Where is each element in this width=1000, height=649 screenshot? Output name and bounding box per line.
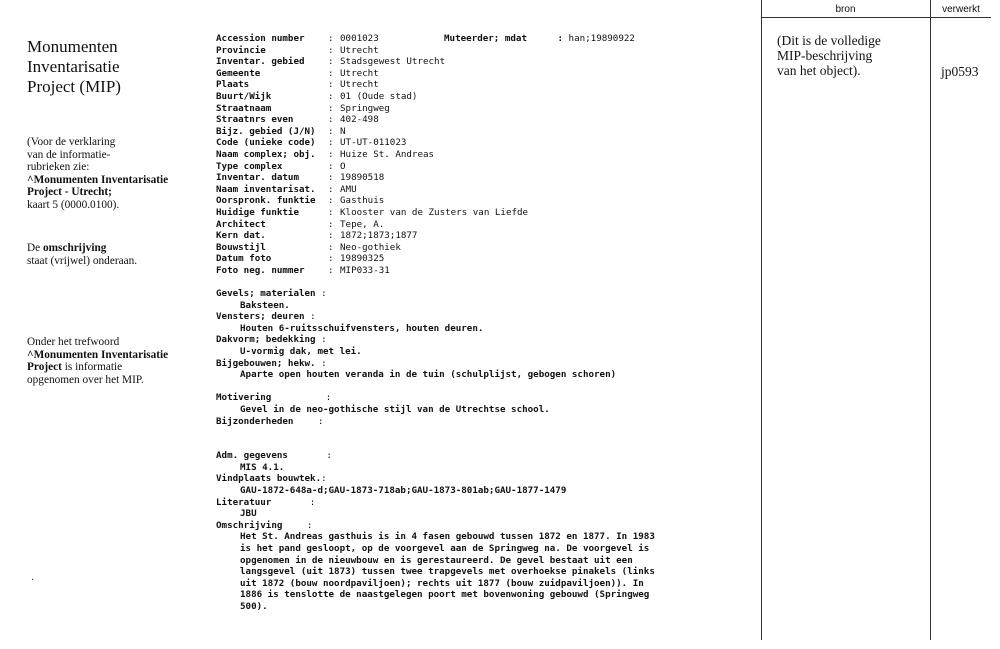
field-value: 402-498 bbox=[340, 114, 379, 126]
section-label: Bijgebouwen; hekw. bbox=[216, 357, 316, 369]
literatuur-value: JBU bbox=[240, 508, 257, 520]
field-colon: : bbox=[328, 218, 334, 230]
bron-line: van het object). bbox=[777, 63, 861, 78]
description-line: langsgevel (uit 1873) tussen twee trapgevels met overhoekse pinakels (links bbox=[240, 566, 655, 578]
field-label: Naam complex; obj. bbox=[216, 148, 316, 160]
field-label: Buurt/Wijk bbox=[216, 90, 272, 102]
omschrijving-text bbox=[216, 531, 655, 612]
field-colon: : bbox=[328, 241, 334, 253]
field-row bbox=[216, 126, 655, 138]
field-value: Utrecht bbox=[340, 79, 379, 91]
note-line: (Voor de verklaring bbox=[27, 136, 116, 148]
field-value: Neo-gothiek bbox=[340, 241, 401, 253]
field-colon: : bbox=[328, 67, 334, 79]
note-line: van de informatie- bbox=[27, 148, 111, 161]
field-row bbox=[216, 114, 655, 126]
field-row bbox=[216, 137, 655, 149]
field-colon: : bbox=[328, 44, 334, 56]
field-colon: : bbox=[328, 195, 334, 207]
field-label: Kern dat. bbox=[216, 230, 266, 242]
muteerder-label: Muteerder; mdat bbox=[444, 33, 527, 44]
note-line: Onder het trefwoord bbox=[27, 336, 120, 348]
field-value: Klooster van de Zusters van Liefde bbox=[340, 206, 529, 218]
note-line: staat (vrijwel) onderaan. bbox=[27, 254, 138, 267]
field-colon: : bbox=[328, 125, 334, 137]
field-value: Baksteen. bbox=[240, 299, 290, 311]
field-value: Gasthuis bbox=[340, 195, 385, 207]
field-colon: : bbox=[328, 102, 334, 114]
column-header-bron: bron bbox=[835, 4, 856, 15]
field-value: Utrecht bbox=[340, 44, 379, 56]
field-label: Straatnaam bbox=[216, 102, 272, 114]
field-label: Architect bbox=[216, 218, 266, 230]
field-label: Foto neg. nummer bbox=[216, 264, 305, 276]
note-text: is informatie bbox=[61, 361, 123, 374]
description-note bbox=[27, 242, 137, 267]
field-label: Bijz. gebied (J/N) bbox=[216, 125, 316, 137]
field-colon: : bbox=[328, 253, 334, 265]
field-label: Vindplaats bouwtek.: bbox=[216, 473, 327, 485]
title-line: Monumenten bbox=[27, 37, 118, 56]
field-value: AMU bbox=[340, 183, 357, 195]
field-value: 01 (Oude stad) bbox=[340, 90, 418, 102]
field-label: Huidige funktie bbox=[216, 206, 299, 218]
note-line: opgenomen over het MIP. bbox=[27, 373, 144, 386]
field-value: 19890518 bbox=[340, 172, 385, 184]
literatuur-label: Literatuur bbox=[216, 496, 272, 508]
keyword-note bbox=[27, 336, 168, 386]
muteerder: Muteerder; mdat : han;19890922 bbox=[444, 33, 635, 44]
note-link: ^Monumenten Inventarisatie bbox=[27, 348, 169, 361]
stray-dot: · bbox=[31, 575, 35, 586]
field-colon: : bbox=[328, 137, 334, 149]
record-fields bbox=[216, 33, 655, 276]
adm-label: Adm. gegevens bbox=[216, 450, 288, 462]
column-header-verwerkt: verwerkt bbox=[942, 4, 980, 15]
field-row bbox=[216, 242, 655, 254]
field-label: Naam inventarisat. bbox=[216, 183, 316, 195]
description-line: opgenomen in de nieuwbouw en is gerestaureerd. De gevel bestaat uit een bbox=[240, 554, 633, 566]
mip-record bbox=[216, 33, 655, 613]
column-divider bbox=[761, 0, 762, 640]
field-label: Gevels; materialen : bbox=[216, 288, 327, 300]
note-link: Project - Utrecht; bbox=[27, 186, 112, 199]
note-line: rubrieken zie: bbox=[27, 161, 90, 174]
field-label: Straatnrs even bbox=[216, 114, 294, 126]
field-row bbox=[216, 219, 655, 231]
field-label: Datum foto bbox=[216, 253, 272, 265]
field-label: Provincie bbox=[216, 44, 266, 56]
field-label: Vensters; deuren : bbox=[216, 311, 316, 323]
explanation-note bbox=[27, 136, 168, 212]
field-label: Accession number bbox=[216, 33, 305, 44]
field-colon: : bbox=[328, 264, 334, 276]
field-row bbox=[216, 161, 655, 173]
field-label: Literatuur : bbox=[216, 496, 316, 508]
note-line: kaart 5 (0000.0100). bbox=[27, 198, 120, 211]
field-label: Gemeente bbox=[216, 67, 261, 79]
bron-line: MIP-beschrijving bbox=[777, 48, 873, 63]
field-label: Oorspronk. funktie bbox=[216, 195, 316, 207]
field-value: Huize St. Andreas bbox=[340, 148, 435, 160]
field-colon: : bbox=[328, 79, 334, 91]
field-label: Plaats bbox=[216, 79, 250, 91]
field-row bbox=[216, 149, 655, 161]
field-label: Code (unieke code) bbox=[216, 137, 316, 149]
field-value: Springweg bbox=[340, 102, 390, 114]
building-section bbox=[216, 288, 655, 381]
field-label: Inventar. gebied bbox=[216, 56, 305, 68]
note-text: De bbox=[27, 242, 43, 254]
field-value: O bbox=[340, 160, 346, 172]
verwerkt-cell: jp0593 bbox=[941, 64, 979, 79]
field-value: Stadsgewest Utrecht bbox=[340, 56, 446, 68]
field-value: UT-UT-011023 bbox=[340, 137, 407, 149]
field-row bbox=[216, 184, 655, 196]
field-row bbox=[216, 68, 655, 80]
field-row bbox=[216, 195, 655, 207]
field-label: Inventar. datum bbox=[216, 172, 299, 184]
field-value: 1872;1873;1877 bbox=[340, 230, 418, 242]
description-line: uit 1872 (bouw noordpaviljoen); rechts uit 1877 (bouw zuidpaviljoen)). In bbox=[240, 577, 644, 589]
field-value: N bbox=[340, 125, 346, 137]
field-value: U-vormig dak, met lei. bbox=[240, 346, 362, 358]
omschrijving-label: Omschrijving bbox=[216, 519, 283, 531]
section-label: Vensters; deuren bbox=[216, 311, 305, 323]
field-colon: : bbox=[328, 56, 334, 68]
motivering-label: Motivering bbox=[216, 392, 272, 404]
note-bold: Project bbox=[27, 361, 62, 374]
vindplaats-value: GAU-1872-648a-d;GAU-1873-718ab;GAU-1873-801ab;GAU-1877-1479 bbox=[240, 484, 567, 496]
field-colon: : bbox=[328, 90, 334, 102]
field-row bbox=[216, 207, 655, 219]
bron-cell bbox=[777, 33, 881, 78]
title-line: Project (MIP) bbox=[27, 77, 121, 96]
muteerder-value: han;19890922 bbox=[568, 33, 635, 44]
field-row bbox=[216, 56, 655, 68]
field-label: Bouwstijl bbox=[216, 241, 266, 253]
description-line: 1886 is tenslotte de naastgelegen poort met bovenwoning gebouwd (Springweg bbox=[240, 589, 650, 601]
field-row bbox=[216, 91, 655, 103]
adm-value: MIS 4.1. bbox=[240, 461, 285, 473]
motivering-value: Gevel in de neo-gothische stijl van de Utrechtse school. bbox=[240, 404, 550, 415]
field-value: MIP033-31 bbox=[340, 264, 390, 276]
field-colon: : bbox=[328, 183, 334, 195]
field-label: Omschrijving : bbox=[216, 519, 313, 531]
field-colon: : bbox=[328, 172, 334, 184]
field-row bbox=[216, 172, 655, 184]
field-colon: : bbox=[328, 206, 334, 218]
field-row bbox=[216, 79, 655, 91]
description-line: Het St. Andreas gasthuis is in 4 fasen gebouwd tussen 1872 en 1877. In 1983 bbox=[240, 531, 655, 543]
field-value: Tepe, A. bbox=[340, 218, 385, 230]
field-value: Houten 6-ruitsschuifvensters, houten deuren. bbox=[240, 322, 484, 334]
section-label: Dakvorm; bedekking bbox=[216, 334, 316, 346]
field-colon: : bbox=[328, 33, 334, 44]
note-bold: omschrijving bbox=[43, 242, 107, 254]
field-row bbox=[216, 230, 655, 242]
field-colon: : bbox=[328, 230, 334, 242]
field-value: 19890325 bbox=[340, 253, 385, 265]
field-colon: : bbox=[328, 160, 334, 172]
field-value: Aparte open houten veranda in de tuin (schulplijst, gebogen schoren) bbox=[240, 369, 617, 381]
title-line: Inventarisatie bbox=[27, 57, 120, 76]
field-label: Bijgebouwen; hekw. : bbox=[216, 357, 327, 369]
left-title bbox=[27, 37, 121, 97]
bron-line: (Dit is de volledige bbox=[777, 33, 881, 48]
field-row bbox=[216, 103, 655, 115]
field-value: 0001023 bbox=[340, 33, 379, 44]
vindplaats-label: Vindplaats bouwtek. bbox=[216, 473, 322, 485]
field-label: Dakvorm; bedekking : bbox=[216, 334, 327, 346]
field-value: Utrecht bbox=[340, 67, 379, 79]
section-label: Gevels; materialen bbox=[216, 288, 316, 300]
field-colon: : bbox=[328, 114, 334, 126]
description-line: 500). bbox=[240, 600, 268, 612]
field-row bbox=[216, 45, 655, 57]
field-colon: : bbox=[328, 148, 334, 160]
field-label: Adm. gegevens : bbox=[216, 450, 332, 462]
note-link: ^Monumenten Inventarisatie bbox=[27, 173, 169, 186]
field-row bbox=[216, 265, 655, 277]
field-label: Type complex bbox=[216, 160, 283, 172]
description-line: is het pand gesloopt, op de voorgevel aan de Springweg na. De voorgevel is bbox=[240, 542, 650, 554]
bijzonderheden-label: Bijzonderheden bbox=[216, 415, 294, 427]
field-label: Bijzonderheden : bbox=[216, 415, 324, 427]
field-label: Motivering : bbox=[216, 392, 332, 404]
field-row bbox=[216, 253, 655, 265]
column-divider bbox=[930, 0, 931, 640]
header-rule bbox=[761, 17, 991, 18]
